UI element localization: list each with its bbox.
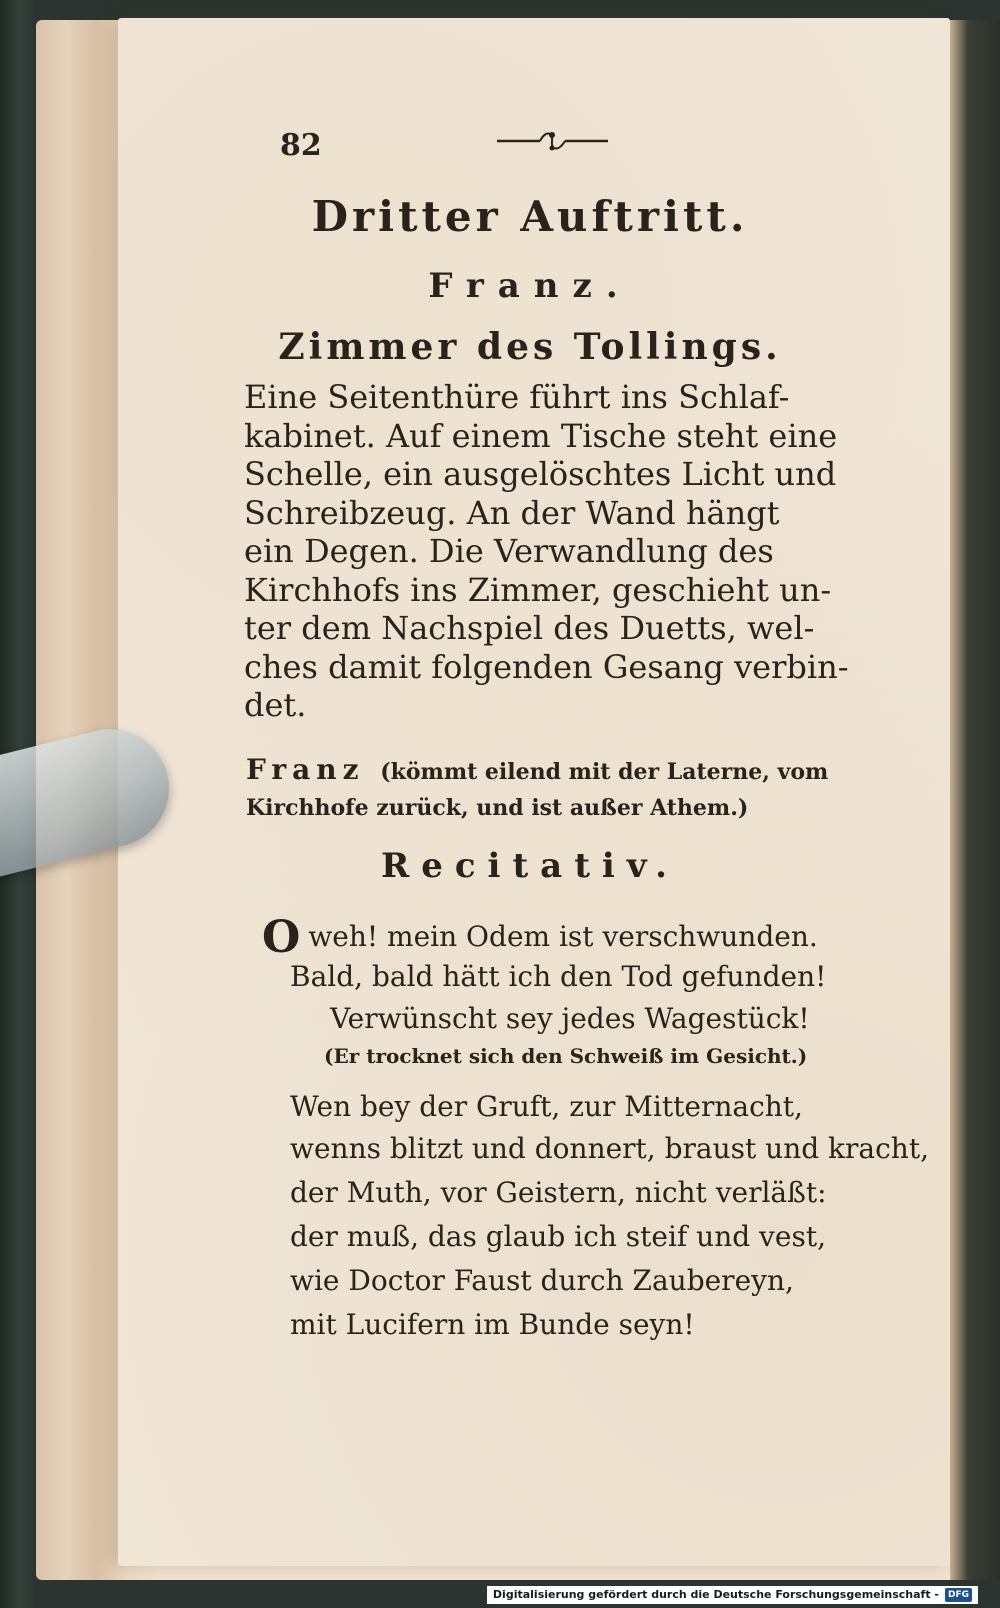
stage-line: det.	[244, 686, 307, 724]
verse-line: Wen bey der Gruft, zur Mitternacht,	[290, 1090, 803, 1123]
dfg-logo-icon: DFG	[945, 1588, 972, 1602]
action-speaker: Franz	[246, 753, 365, 786]
stage-line: kabinet. Auf einem Tische steht eine	[244, 416, 838, 455]
stage-direction	[244, 378, 862, 725]
stage-line: Kirchhofs ins Zimmer, geschieht un-	[244, 570, 832, 609]
verse-line: wie Doctor Faust durch Zaubereyn,	[290, 1264, 794, 1297]
verse-line: mit Lucifern im Bunde seyn!	[290, 1308, 695, 1341]
scene-setting: Zimmer des Tollings.	[278, 326, 782, 368]
character-name: Franz.	[428, 266, 632, 306]
stage-line: ches damit folgenden Gesang verbin-	[244, 647, 849, 686]
verse-line: Verwünscht sey jedes Wagestück!	[330, 1002, 810, 1035]
stage-line: Schelle, ein ausgelöschtes Licht und	[244, 455, 837, 493]
stage-line: Schreibzeug. An der Wand hängt	[244, 493, 780, 532]
footer-text: Digitalisierung gefördert durch die Deutsche Forschungsgemeinschaft -	[492, 1588, 939, 1601]
drop-cap: O	[262, 912, 301, 963]
verse-line: Bald, bald hätt ich den Tod gefunden!	[290, 960, 827, 993]
verse-line-first	[262, 912, 818, 963]
verse-line: der Muth, vor Geistern, nicht verläßt:	[290, 1176, 827, 1209]
stage-line: ter dem Nachspiel des Duetts, wel-	[244, 609, 815, 647]
page-number: 82	[280, 128, 322, 163]
action-line: (kömmt eilend mit der Laterne, vom	[380, 759, 829, 785]
digitization-footer	[487, 1586, 978, 1604]
section-heading: Recitativ.	[380, 846, 680, 886]
action-direction	[246, 752, 862, 826]
verse-text: weh! mein Odem ist verschwunden.	[308, 920, 818, 953]
stage-line: Eine Seitenthüre führt ins Schlaf-	[244, 378, 790, 416]
ornament-icon	[495, 126, 610, 156]
verse-line: wenns blitzt und donnert, braust und kracht,	[290, 1132, 929, 1165]
scene-title: Dritter Auftritt.	[311, 192, 749, 241]
verse-stage-direction: (Er trocknet sich den Schweiß im Gesicht.)	[324, 1044, 808, 1068]
action-line: Kirchhofe zurück, und ist außer Athem.)	[246, 795, 749, 821]
stage-line: ein Degen. Die Verwandlung des	[244, 532, 774, 570]
verse-line: der muß, das glaub ich steif und vest,	[290, 1220, 826, 1253]
right-page-edge	[950, 20, 1000, 1580]
